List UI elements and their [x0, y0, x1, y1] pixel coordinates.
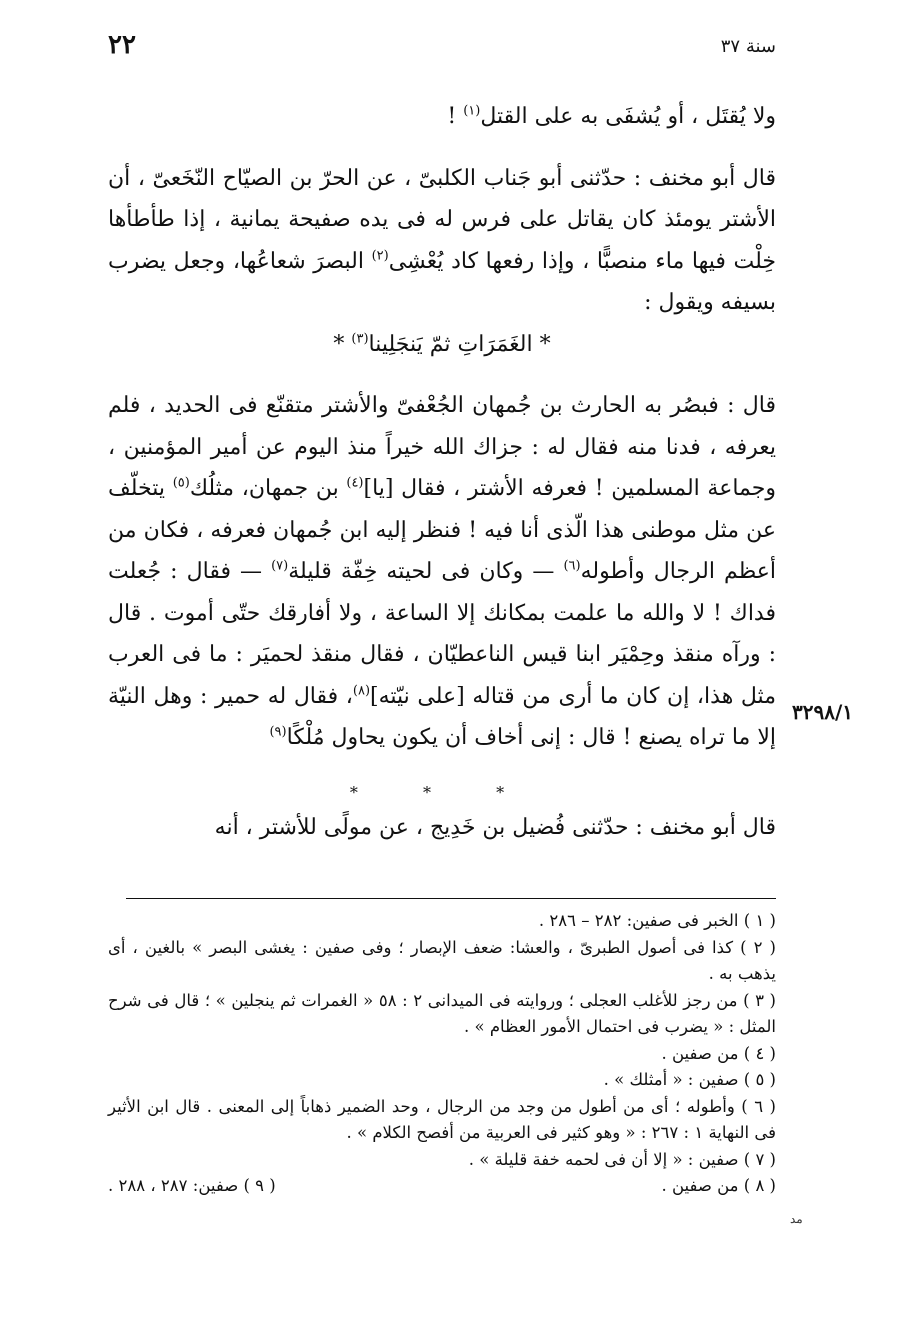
footnote-2: ( ٢ ) كذا فى أصول الطبرىّ ، والعشا: ضعف الإبصار ؛ وفى صفين : يغشى البصر » بالغين ، أى يذهب به .: [108, 937, 776, 983]
footnote-ref: (٥): [172, 475, 190, 491]
main-text: [108, 96, 776, 848]
corner-mark: مد: [790, 1212, 803, 1226]
footnote-divider: [126, 898, 776, 899]
footnote-ref: (٧): [271, 558, 289, 574]
footnote-ref: (٤): [346, 475, 364, 491]
footnote-6: ( ٦ ) وأطوله ؛ أى من أطول من وجد من الرجال ، وحد الضمير ذهاباً إلى المعنى . قال ابن الأثير فى النهاية ١ : ٢٦٧ : « وهو كثير فى العربية من أفصح الكلام » .: [108, 1096, 776, 1142]
page-number: ٢٢: [108, 30, 136, 60]
footnote-7: ( ٧ ) صفين : « إلا أن فى لحمه خفة قليلة » .: [468, 1149, 776, 1169]
paragraph-fudayl: قال أبو مخنف : حدّثنى فُضيل بن خَدِيج ، عن مولًى للأشتر ، أنه: [214, 814, 776, 840]
footnote-ref: (١): [463, 103, 481, 119]
page-header: [108, 28, 776, 68]
paragraph-harith-jumhan: قال : فبصُر به الحارث بن جُمهان الجُعْفىّ والأشتر متقنّع فى الحديد ، فلم يعرفه ، فدنا منه فقال له : جزاك الله خيراً منذ اليوم عن أمير المؤمنين ، وجماعة المسلمين ! فعرفه الأشتر ، فقال [يا]$^{(٤)}$ بن جمهان، مثلُك$^{(٥)}$ يتخلّف عن مثل موطنى هذا الّذى أنا فيه ! فنظر إليه ابن جُمهان فعرفه ، فكان من أعظم الرجال وأطوله$^{(٦)}$ — وكان فى لحيته خِفّة قليلة$^{(٧)}$ — فقال : جُعلت فداك ! لا والله ما علمت بمكانك إلا الساعة ، ولا أفارقك حتّى أموت . قال : ورآه منقذ وحِمْيَر ابنا قيس الناعطيّان ، فقال منقذ لحميَر : ما فى العرب مثل هذا، إن كان ما أرى من قتاله [على نيّته]$^{(٨)}$، فقال له حمير : وهل النيّة إلا ما تراه يصنع ! قال : إنى أخاف أن يكون يحاول مُلْكًا$^{(٩)}$: [108, 393, 776, 750]
footnote-ref: (٢): [371, 248, 389, 264]
footnote-ref: (٨): [352, 683, 371, 699]
footnote-3: ( ٣ ) من رجز للأغلب العجلى ؛ وروايته فى الميدانى ٢ : ٥٨ « الغمرات ثم ينجلين » ؛ قال فى شرح المثل : « يضرب فى احتمال الأمور العظام » .: [108, 990, 776, 1036]
footnote-5: ( ٥ ) صفين : « أمثلك » .: [603, 1070, 776, 1089]
verse-line: * الغَمَرَاتِ ثمّ يَنجَلِينا$^{(٣)}$ *: [333, 331, 551, 357]
footnote-1: ( ١ ) الخبر فى صفين: ٢٨٢ – ٢٨٦ .: [538, 911, 776, 930]
footnote-4: ( ٤ ) من صفين .: [661, 1043, 776, 1063]
footnote-ref: (٣): [351, 331, 369, 347]
footnote-row-last: [108, 1173, 776, 1200]
footnote-ref: (٩): [269, 724, 287, 740]
footnotes: [108, 908, 776, 1200]
margin-page-reference: ٣٢٩٨/١: [792, 700, 854, 724]
running-head-year: سنة ٣٧: [720, 36, 776, 57]
paragraph-ashtar-sword: قال أبو مخنف : حدّثنى أبو جَناب الكلبىّ ، عن الحرّ بن الصيّاح النّخَعىّ ، أن الأشتر يومئذ كان يقاتل على فرس له فى يده صفيحة يمانية ، إذا طأطأها خِلْت فيها ماء منصبًّا ، وإذا رفعها كاد يُعْشِى$^{(٢)}$ البصرَ شعاعُها، وجعل يضرب بسيفه ويقول :: [108, 165, 777, 315]
footnote-ref: (٦): [563, 558, 581, 574]
footnote-8: ( ٨ ) من صفين .: [661, 1176, 776, 1195]
section-separator: * * *: [349, 782, 535, 802]
book-page: [108, 28, 776, 1308]
footnote-9: ( ٩ ) صفين: ٢٨٧ ، ٢٨٨ .: [108, 1176, 276, 1195]
text-line-opening: ولا يُقتَل ، أو يُشفَى به على القتل$^{(١)}$ !: [447, 103, 776, 129]
